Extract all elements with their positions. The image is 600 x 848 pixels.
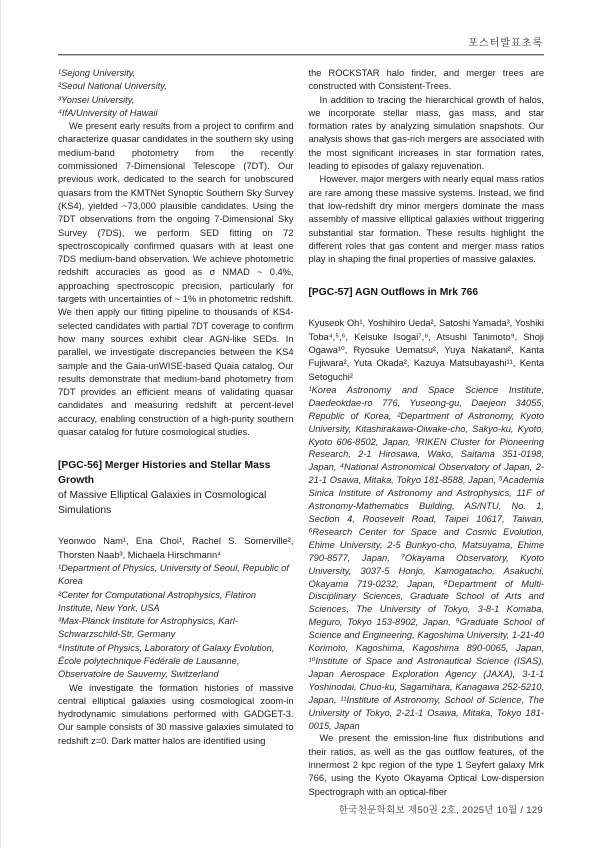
affiliation-line: ⁴Institute of Physics, Laboratory of Galaxy Evolution, École polytechnique Fédérale de Lausanne, Observatoire de Sauverny, Switzerland bbox=[58, 642, 275, 680]
pgc56-heading: [PGC-56] Merger Histories and Stellar Mass Growth bbox=[58, 460, 271, 487]
pgc56-abstract-paragraph: In addition to tracing the hierarchical growth of halos, we incorporate stellar mass, gas mass, and star formation rates by analyzing simulation snapshots. Our analysis shows that gas-rich mergers are associated with the most significant increases in star formation rates, leading to episodes of galaxy rejuvenation. bbox=[308, 94, 544, 172]
pgc57-heading: [PGC-57] AGN Outflows in Mrk 766 bbox=[308, 287, 479, 299]
affiliation-line: ³Yonsei University, bbox=[58, 94, 135, 105]
affiliation-line: ²Center for Computational Astrophysics, Flatiron Institute, New York, USA bbox=[58, 589, 257, 613]
pgc56-abstract-body-start: We investigate the formation histories of massive central elliptical galaxies using cosmological zoom-in hydrodynamic simulations performed with GADGET-3. Our sample consists of 30 massive galaxies simulated to redshift z=0. Dark matter halos are identified using bbox=[58, 682, 294, 746]
header-rule bbox=[58, 54, 544, 56]
affiliation-line: ¹Sejong University, bbox=[58, 68, 136, 78]
pgc56-affiliation-list bbox=[58, 562, 294, 682]
pgc55-abstract-body: We present early results from a project to confirm and characterize quasar candidates in the southern sky using medium-band photometry from the recently commissioned 7-Dimensional Telescope (7DT). Our previous work, dedicated to the search for unobscured quasars from the KMTNet Synoptic Southern Sky Survey (KS4), yielded ~73,000 plausible candidates. Using the 7DT observations from the ongoing 7-Dimensional Sky Survey (7DS), we perform SED fitting on 72 spectroscopically confirmed quasars with at least one 7DS medium-band observation. We achieve photometric redshift accuracies as good as σ NMAD ~ 0.4%, approaching spectroscopic precision, particularly for targets with uncertainties of ~ 1% in photometric redshift. We then apply our fitting pipeline to thousands of KS4-selected candidates with partial 7DT coverage to confirm how many sources exhibit clear AGN-like SEDs. In parallel, we investigate discrepancies between the KS4 sample and the Gaia-unWISE-based Quaia catalog. Our results demonstrate that medium-band photometry from 7DT provides an efficient means of validating quasar candidates and measuring redshift at percent-level accuracy, enabling construction of a high-purity southern quasar catalog for future cosmological studies. bbox=[58, 121, 294, 438]
pgc57-abstract-body-start: We present the emission-line flux distributions and their ratios, as well as the gas outflow features, of the innermost 2 kpc region of the type 1 Seyfert galaxy Mrk 766, using the Kyoto Okayama Optical Low-dispersion Spectrograph with an optical-fiber bbox=[308, 733, 544, 797]
right-column bbox=[309, 67, 545, 799]
pgc56-authors: Yeonwoo Nam¹, Ena Choi¹, Rachel S. Somerville², Thorsten Naab³, Michaela Hirschmann⁴ bbox=[58, 536, 294, 560]
page-footer: 한국천문학회보 제50권 2호, 2025년 10월 / 129 bbox=[338, 805, 543, 816]
running-head: 포스터발표초록 bbox=[468, 38, 543, 49]
pgc55-affiliation-list bbox=[58, 67, 294, 120]
pgc56-subheading: of Massive Elliptical Galaxies in Cosmological Simulations bbox=[58, 490, 267, 517]
pgc57-affiliation-block: ¹Korea Astronomy and Space Science Institute, Daedeokdae-ro 776, Yuseong-gu, Daejeon 34055, Republic of Korea, ²Department of Astronomy, Kyoto University, Kitashirakawa-Oiwake-cho, Sakyo-ku, Kyoto, Kyoto 606-8502, Japan, ³RIKEN Cluster for Pioneering Research, 2-1 Hirosawa, Wako, Saitama 351-0198, Japan, ⁴National Astronomical Observatory of Japan, 2-21-1 Osawa, Mitaka, Tokyo 181-8588, Japan, ⁵Academia Sinica Institute of Astronomy and Astrophysics, 11F of Astronomy-Mathematics Building, AS/NTU, No. 1, Section 4, Roosevelt Road, Taipei 10617, Taiwan, ⁶Research Center for Space and Cosmic Evolution, Ehime University, 2-5 Bunkyo-cho, Matsuyama, Ehime 790-8577, Japan, ⁷Okayama Observatory, Kyoto University, 3037-5 Honjo, Kamogatacho, Asakuchi, Okayama 719-0232, Japan, ⁸Department of Multi-Disciplinary Sciences, Graduate School of Arts and Sciences, The University of Tokyo, 3-8-1 Komaba, Meguro, Tokyo 153-8902, Japan, ⁹Graduate School of Science and Engineering, Kagoshima University, 1-21-40 Korimoto, Kagoshima, Kagoshima 890-0065, Japan, ¹⁰Institute of Space and Astronautical Science (ISAS), Japan Aerospace Exploration Agency (JAXA), 3-1-1 Yoshinodai, Chuo-ku, Sagamihara, Kanagawa 252-5210, Japan, ¹¹Institute of Astronomy, School of Science, The University of Tokyo, 2-21-1 Osawa, Mitaka, Tokyo 181-0015, Japan bbox=[308, 384, 544, 731]
pgc56-abstract-paragraph: However, major mergers with nearly equal mass ratios are rare among these massive systems. Instead, we find that low-redshift dry minor mergers dominate the mass assembly of massive elliptical galaxies without triggering substantial star formation. These results highlight the different roles that gas content and merger mass ratios play in shaping the final properties of massive galaxies. bbox=[308, 174, 544, 265]
pgc57-authors: Kyuseok Oh¹, Yoshihiro Ueda², Satoshi Yamada³, Yoshiki Toba⁴,⁵,⁶, Keisuke Isogai⁷,⁸, Atsushi Tanimoto⁹, Shoji Ogawa¹⁰, Ryosuke Uematsu², Yuya Nakatani², Kanta Fujiwara², Yuta Okada², Kazuya Matsubayashi¹¹, Kenta Setoguchi² bbox=[308, 318, 544, 382]
affiliation-line: ¹Department of Physics, University of Seoul, Republic of Korea bbox=[58, 562, 289, 587]
affiliation-line: ²Seoul National University, bbox=[58, 81, 167, 92]
affiliation-line: ⁴IfA/University of Hawaii bbox=[58, 107, 158, 118]
pgc56-abstract-continuation: the ROCKSTAR halo finder, and merger trees are constructed with Consistent-Trees. bbox=[308, 68, 544, 92]
left-column bbox=[58, 67, 294, 799]
two-column-layout bbox=[58, 67, 544, 799]
affiliation-line: ³Max-Planck Institute for Astrophysics, Karl-Schwarzschild-Str, Germany bbox=[58, 616, 238, 640]
